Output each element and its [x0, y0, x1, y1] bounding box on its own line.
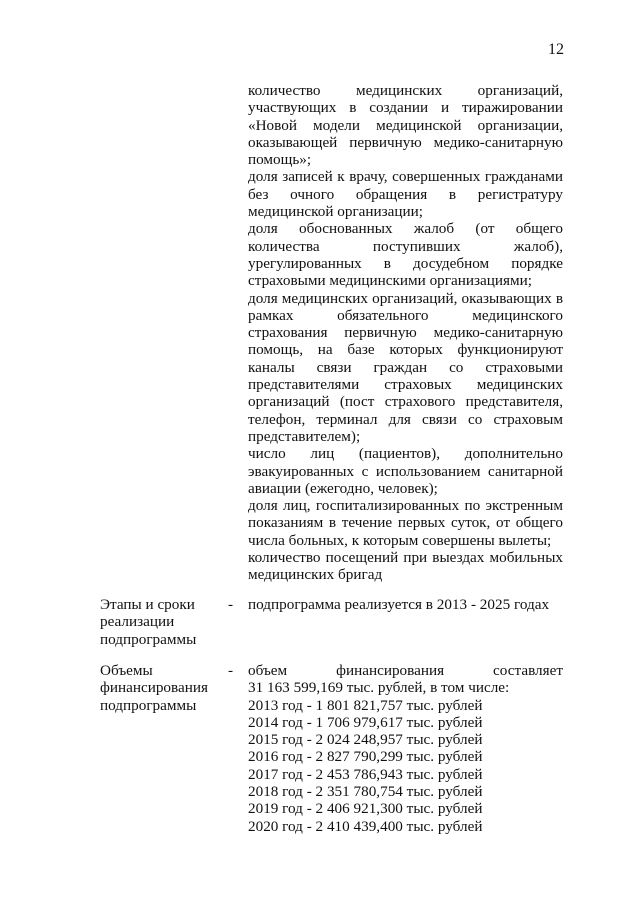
funding-year: 2018 год - 2 351 780,754 тыс. рублей — [248, 783, 483, 801]
funding-year: 2020 год - 2 410 439,400 тыс. рублей — [248, 817, 483, 835]
funding-year: 2016 год - 2 827 790,299 тыс. рублей — [248, 748, 483, 766]
indicator-item: доля лиц, госпитализированных по экстренным показаниям в течение первых суток, от общего числа больных, к которым совершены вылеты; — [248, 497, 563, 549]
funding-year: 2014 год - 1 706 979,617 тыс. рублей — [248, 713, 483, 731]
funding-dash: - — [228, 662, 234, 679]
indicators-list — [248, 82, 563, 584]
indicator-item: количество медицинских организаций, участвующих в создании и тиражировании «Новой модели медицинской организации, оказывающей первичную медико-санитарную помощь»; — [248, 82, 563, 169]
funding-year: 2013 год - 1 801 821,757 тыс. рублей — [248, 696, 483, 714]
funding-year: 2017 год - 2 453 786,943 тыс. рублей — [248, 765, 483, 783]
funding-block — [248, 662, 563, 835]
funding-total: 31 163 599,169 тыс. рублей, в том числе: — [248, 679, 510, 697]
indicator-item: число лиц (пациентов), дополнительно эвакуированных с использованием санитарной авиации (ежегодно, человек); — [248, 445, 563, 497]
stages-text: подпрограмма реализуется в 2013 - 2025 годах — [248, 596, 550, 613]
funding-year: 2015 год - 2 024 248,957 тыс. рублей — [248, 731, 483, 749]
funding-head: объем финансирования составляет — [248, 662, 563, 679]
page-number: 12 — [548, 41, 564, 58]
indicator-item: доля записей к врачу, совершенных гражданами без очного обращения в регистратуру медицинской организации; — [248, 168, 563, 221]
stages-dash: - — [228, 596, 234, 613]
indicator-item: доля обоснованных жалоб (от общего количества поступивших жалоб), урегулированных в досудебном порядке страховыми медицинскими организациями; — [248, 220, 563, 290]
funding-year: 2019 год - 2 406 921,300 тыс. рублей — [248, 800, 483, 818]
indicator-item: количество посещений при выездах мобильных медицинских бригад — [248, 549, 563, 584]
funding-label: Объемы финансирования подпрограммы — [100, 662, 208, 714]
indicator-item: доля медицинских организаций, оказывающих в рамках обязательного медицинского страхования первичную медико-санитарную помощь, на базе которых функционируют каналы связи граждан со страховыми представителями страховых медицинских организаций (пост страхового представителя, телефон, терминал для связи со страховым представителем); — [248, 289, 563, 445]
stages-label: Этапы и сроки реализации подпрограммы — [100, 596, 197, 648]
